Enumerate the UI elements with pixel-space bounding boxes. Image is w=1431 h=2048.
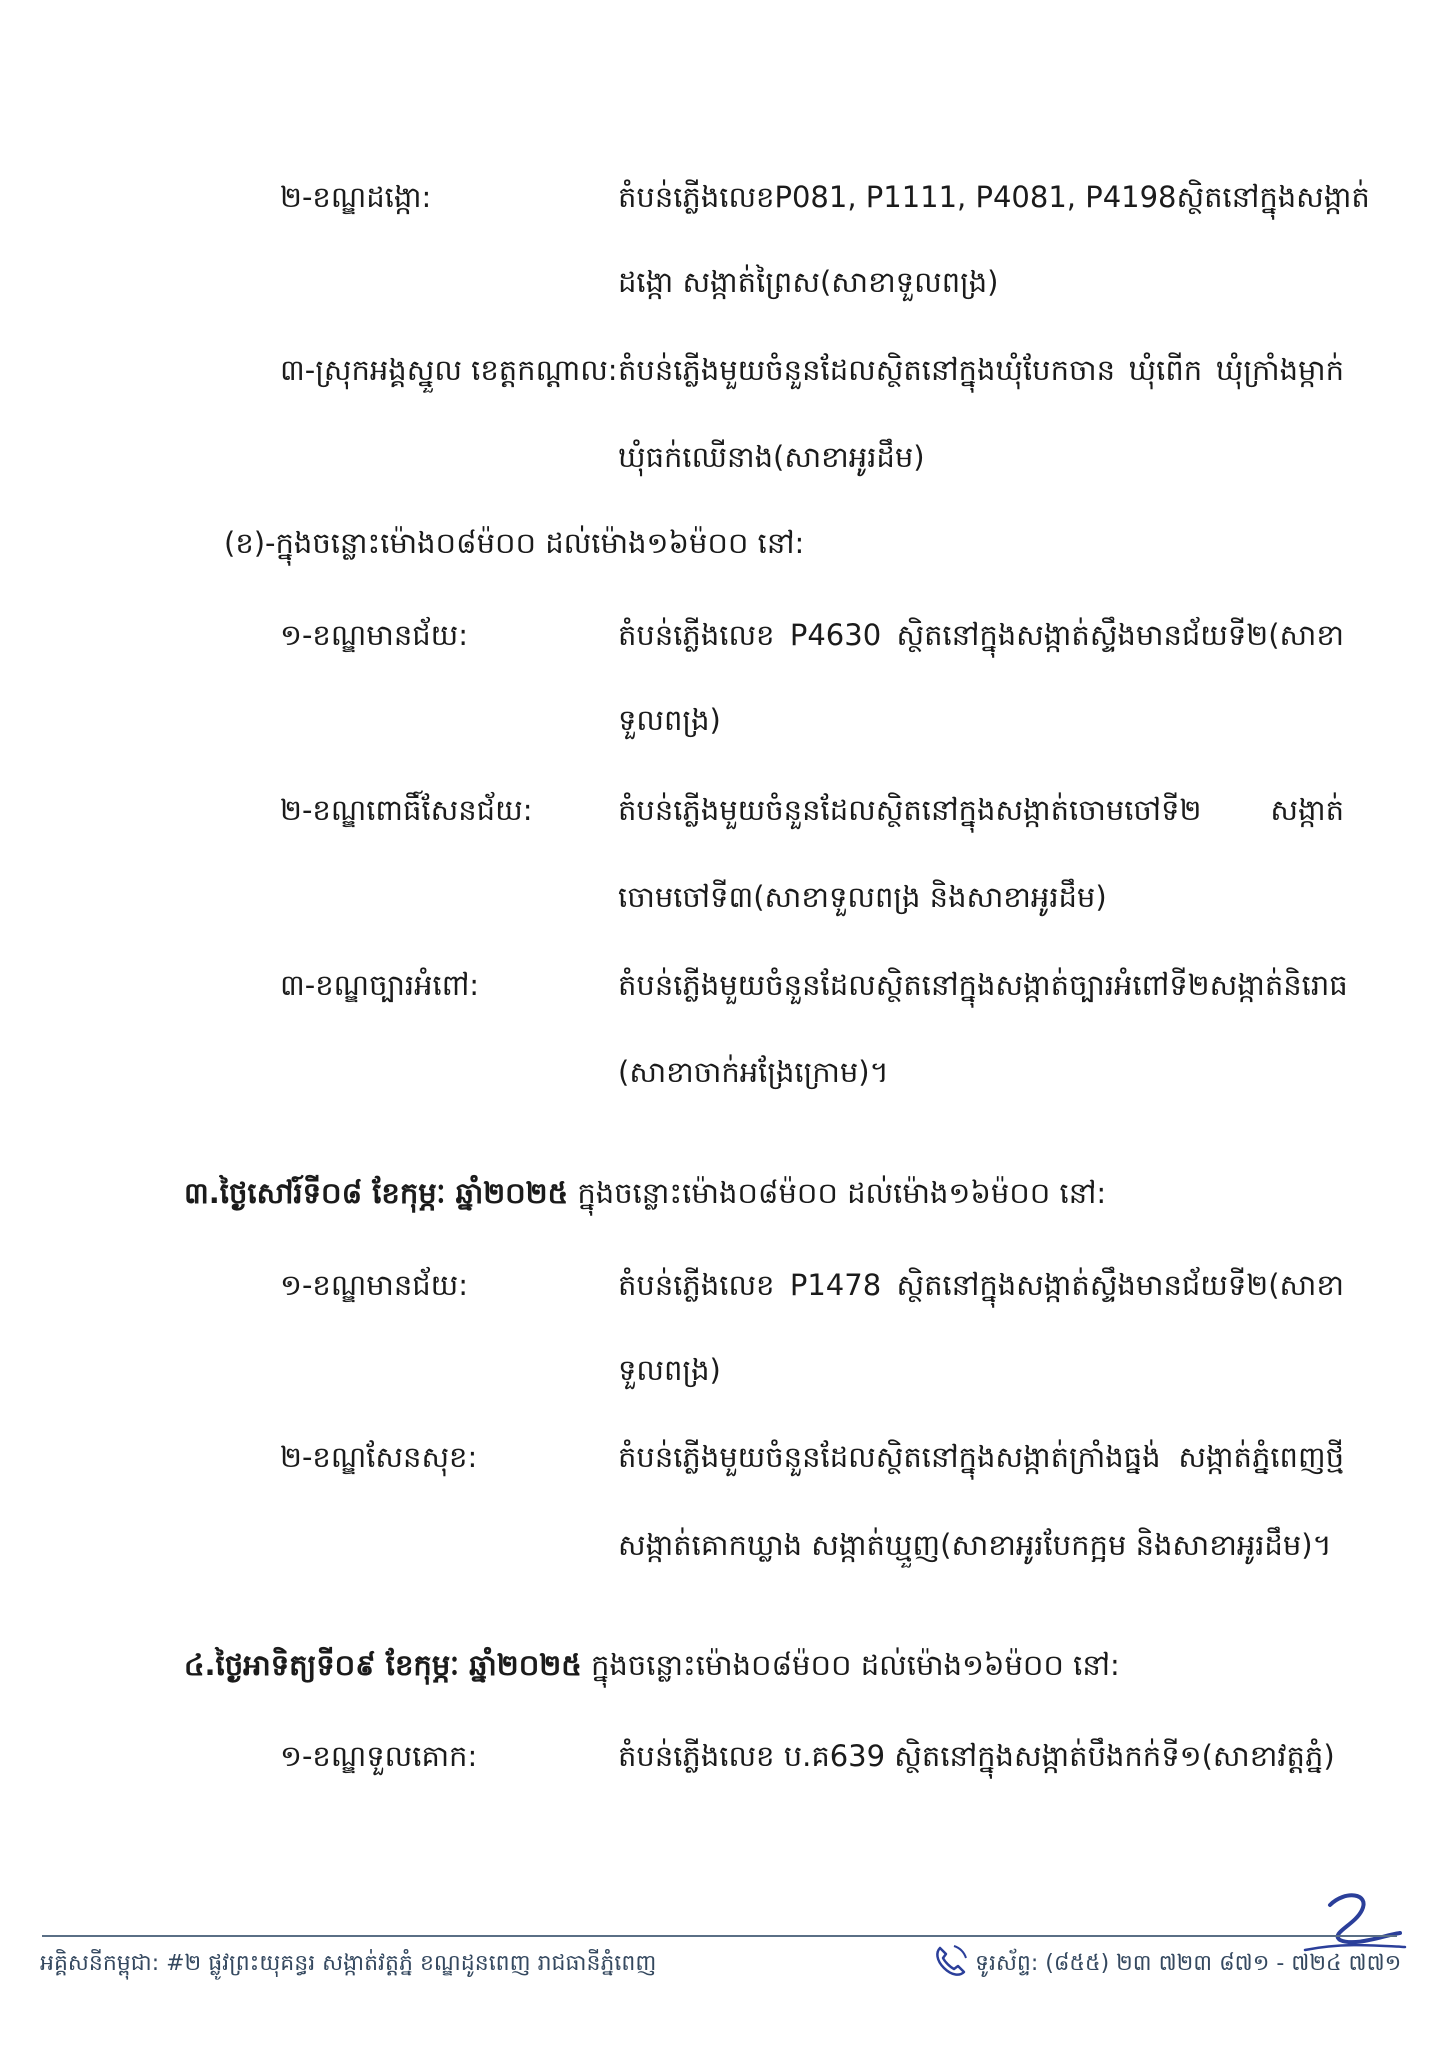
footer-address: អគ្គិសនីកម្ពុជា: #២ ផ្លូវព្រះយុគន្ធរ សង្កាត់វត្តភ្នំ ខណ្ឌដូនពេញ រាជធានីភ្នំពេញ <box>40 1951 657 1976</box>
desc-part: P081, P1111, P4081, P4198 <box>774 180 1177 214</box>
desc-part: ស្ថិតនៅក្នុងសង្កាត់ <box>1176 180 1370 214</box>
desc-part: តំបន់ភ្លើងលេខ <box>618 1268 775 1302</box>
item-desc-sensok-line1 <box>618 1437 1344 1477</box>
item-desc-dangkao-line2: ដង្កោ សង្កាត់ព្រៃស(សាខាទួលពង្រ) <box>618 265 999 299</box>
desc-part: តំបន់ភ្លើងលេខ <box>618 618 775 652</box>
phone-icon <box>930 1942 970 1982</box>
item-desc-chbarampov-line2: (សាខាចាក់អង្រែក្រោម)។ <box>618 1055 889 1089</box>
item-label-porsenchey: ២-ខណ្ឌពោធិ៍សែនជ័យ: <box>280 793 533 827</box>
section-4-time: ក្នុងចន្លោះម៉ោង០៨ម៉០០ ដល់ម៉ោង១៦ម៉០០ នៅ: <box>581 1648 1120 1682</box>
desc-part: តំបន់ភ្លើងមួយចំនួនដែលស្ថិតនៅក្នុងសង្កាត់ច្បារអំពៅទី២ <box>618 968 1210 1002</box>
item-label-chbarampov: ៣-ខណ្ឌច្បារអំពៅ: <box>280 968 480 1002</box>
desc-part: សង្កាត់ <box>1270 793 1344 827</box>
desc-part: P1478 <box>789 1268 882 1302</box>
item-desc-toulkork-line1: តំបន់ភ្លើងលេខ ប.គ639 ស្ថិតនៅក្នុងសង្កាត់បឹងកក់ទី១(សាខាវត្តភ្នំ) <box>618 1739 1335 1773</box>
item-desc-dangkao-line1 <box>618 177 1370 217</box>
section-3-date: ៣.ថ្ងៃសៅរ៍ទី០៨ ខែកុម្ភៈ ឆ្នាំ២០២៥ <box>184 1176 569 1210</box>
subsection-heading: (ខ)-ក្នុងចន្លោះម៉ោង០៨ម៉០០ ដល់ម៉ោង១៦ម៉០០ នៅ: <box>224 526 805 560</box>
desc-part: P4630 <box>789 618 882 652</box>
item-desc-meanchey-line2: ទួលពង្រ) <box>618 703 721 737</box>
item-label-angsnuol: ៣-ស្រុកអង្គស្នួល ខេត្តកណ្តាល: <box>280 353 618 387</box>
section-4-date: ៤.ថ្ងៃអាទិត្យទី០៩ ខែកុម្ភៈ ឆ្នាំ២០២៥ <box>184 1648 582 1682</box>
desc-part: តំបន់ភ្លើងមួយចំនួនដែលស្ថិតនៅក្នុងសង្កាត់ចោមចៅទី២ <box>618 793 1202 827</box>
desc-part: ឃុំពើក <box>1128 353 1203 387</box>
desc-part: តំបន់ភ្លើងលេខ <box>618 180 775 214</box>
desc-part: សង្កាត់និរោធ <box>1209 968 1348 1002</box>
desc-part: ស្ថិតនៅក្នុងសង្កាត់ស្ទឹងមានជ័យទី២(សាខា <box>896 618 1344 652</box>
footer-phone: ទូរស័ព្ទ: (៨៥៥) ២៣ ៧២៣ ៨៧១ - ៧២៤ ៧៧១ <box>975 1951 1402 1976</box>
item-label-meanchey: ១-ខណ្ឌមានជ័យ: <box>280 618 469 652</box>
desc-part: សង្កាត់ភ្នំពេញថ្មី <box>1178 1440 1344 1474</box>
item-desc-porsenchey-line1 <box>618 790 1344 830</box>
footer-divider <box>42 1935 1397 1937</box>
item-desc-meanchey-2-line2: ទួលពង្រ) <box>618 1353 721 1387</box>
item-label-toulkork: ១-ខណ្ឌទួលគោក: <box>280 1739 478 1773</box>
item-label-dangkao: ២-ខណ្ឌដង្កោ: <box>280 180 432 214</box>
desc-part: តំបន់ភ្លើងមួយចំនួនដែលស្ថិតនៅក្នុងឃុំបែកចាន <box>618 353 1116 387</box>
section-4-heading <box>184 1645 1120 1685</box>
item-desc-meanchey-line1 <box>618 615 1344 655</box>
desc-part: ឃុំក្រាំងម្កាក់ <box>1215 353 1344 387</box>
item-desc-angsnuol-line1 <box>618 350 1344 390</box>
item-desc-porsenchey-line2: ចោមចៅទី៣(សាខាទួលពង្រ និងសាខាអូរដឹម) <box>618 880 1107 914</box>
item-label-meanchey-2: ១-ខណ្ឌមានជ័យ: <box>280 1268 469 1302</box>
desc-part: តំបន់ភ្លើងមួយចំនួនដែលស្ថិតនៅក្នុងសង្កាត់ក្រាំងធ្នង់ <box>618 1440 1161 1474</box>
item-desc-angsnuol-line2: ឃុំធក់ឈើនាង(សាខាអូរដឹម) <box>618 440 925 474</box>
item-label-sensok: ២-ខណ្ឌសែនសុខ: <box>280 1440 478 1474</box>
item-desc-chbarampov-line1 <box>618 965 1348 1005</box>
section-3-time: ក្នុងចន្លោះម៉ោង០៨ម៉០០ ដល់ម៉ោង១៦ម៉០០ នៅ: <box>568 1176 1107 1210</box>
desc-part: ស្ថិតនៅក្នុងសង្កាត់ស្ទឹងមានជ័យទី២(សាខា <box>896 1268 1344 1302</box>
section-3-heading <box>184 1173 1106 1213</box>
item-desc-meanchey-2-line1 <box>618 1265 1344 1305</box>
item-desc-sensok-line2: សង្កាត់គោកឃ្លាង សង្កាត់ឃ្មួញ(សាខាអូរបែកក្អម និងសាខាអូរដឹម)។ <box>618 1528 1332 1562</box>
